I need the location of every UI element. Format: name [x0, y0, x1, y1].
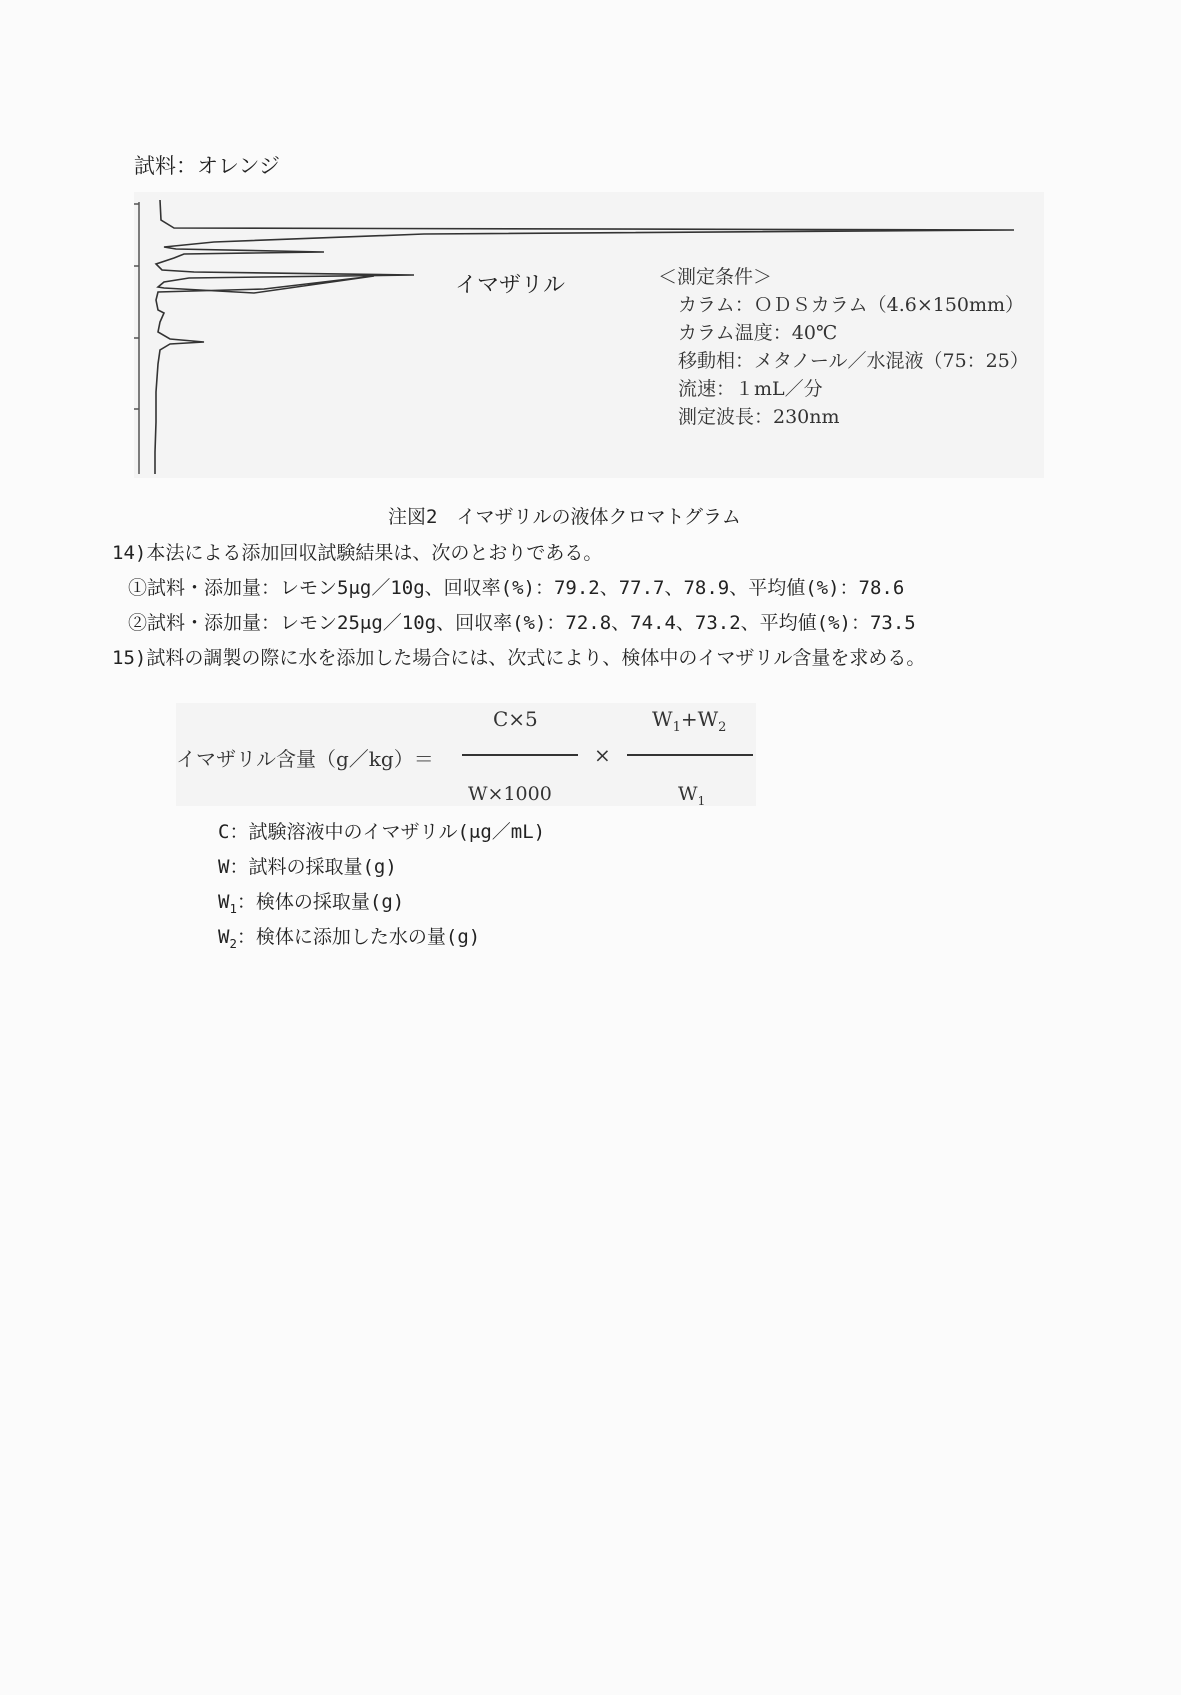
formula-frac2-num-a-sub: 1: [672, 720, 681, 735]
definition-w1-symbol: W: [218, 891, 230, 913]
formula-frac1-bar: [462, 754, 578, 756]
definition-w2-symbol: W: [218, 926, 230, 948]
sample-label: 試料：オレンジ: [134, 154, 280, 178]
formula-frac2-num-b-sub: 2: [718, 720, 727, 735]
definition-w1: [218, 887, 404, 916]
formula-frac1-denominator: W×1000: [468, 783, 552, 805]
note-14-result-2: ②試料・添加量：レモン25μg／10g、回収率(%)：72.8、74.4、73.2、平均値(%)：73.5: [128, 612, 916, 634]
condition-column: カラム：ＯＤＳカラム（4.6×150mm）: [678, 294, 1025, 316]
note-14: 14)本法による添加回収試験結果は、次のとおりである。: [112, 542, 603, 564]
definition-w1-sub: 1: [229, 901, 237, 916]
condition-temperature: カラム温度：40℃: [678, 322, 838, 344]
definition-w2-sub: 2: [229, 936, 237, 951]
definition-w: W：試料の採取量(g): [218, 856, 397, 878]
figure-caption: 注図2 イマザリルの液体クロマトグラム: [388, 506, 741, 528]
definition-w2: [218, 922, 480, 951]
formula-frac2-den-sub: 1: [697, 793, 706, 808]
definition-w1-text: ：検体の採取量(g): [236, 891, 405, 913]
formula-lhs: イマザリル含量（g／kg）＝: [176, 747, 434, 771]
formula-frac2-denominator: [678, 783, 705, 808]
formula-frac2-num-plus: +W: [680, 707, 719, 731]
formula: [176, 703, 756, 806]
definition-w2-text: ：検体に添加した水の量(g): [236, 926, 481, 948]
conditions-title: ＜測定条件＞: [658, 266, 773, 288]
formula-frac2-num-a: W: [652, 707, 673, 731]
condition-wavelength: 測定波長：230nm: [678, 406, 840, 428]
definition-c: C：試験溶液中のイマザリル(μg／mL): [218, 821, 546, 843]
formula-times: ×: [594, 743, 611, 767]
note-14-result-1: ①試料・添加量：レモン5μg／10g、回収率(%)：79.2、77.7、78.9、平均値(%)：78.6: [128, 577, 905, 599]
chromatogram-figure: [134, 192, 1044, 478]
formula-frac2-numerator: [652, 707, 726, 735]
formula-frac1-numerator: C×5: [493, 707, 538, 731]
condition-flow-rate: 流速：１mL／分: [678, 378, 823, 400]
peak-label: イマザリル: [455, 273, 566, 298]
formula-frac2-den-sym: W: [678, 783, 698, 805]
note-15: 15)試料の調製の際に水を添加した場合には、次式により、検体中のイマザリル含量を求める。: [112, 647, 926, 669]
formula-frac2-bar: [627, 754, 753, 756]
chromatogram-trace: [134, 192, 1044, 478]
condition-mobile-phase: 移動相：メタノール／水混液（75：25）: [678, 350, 1029, 372]
